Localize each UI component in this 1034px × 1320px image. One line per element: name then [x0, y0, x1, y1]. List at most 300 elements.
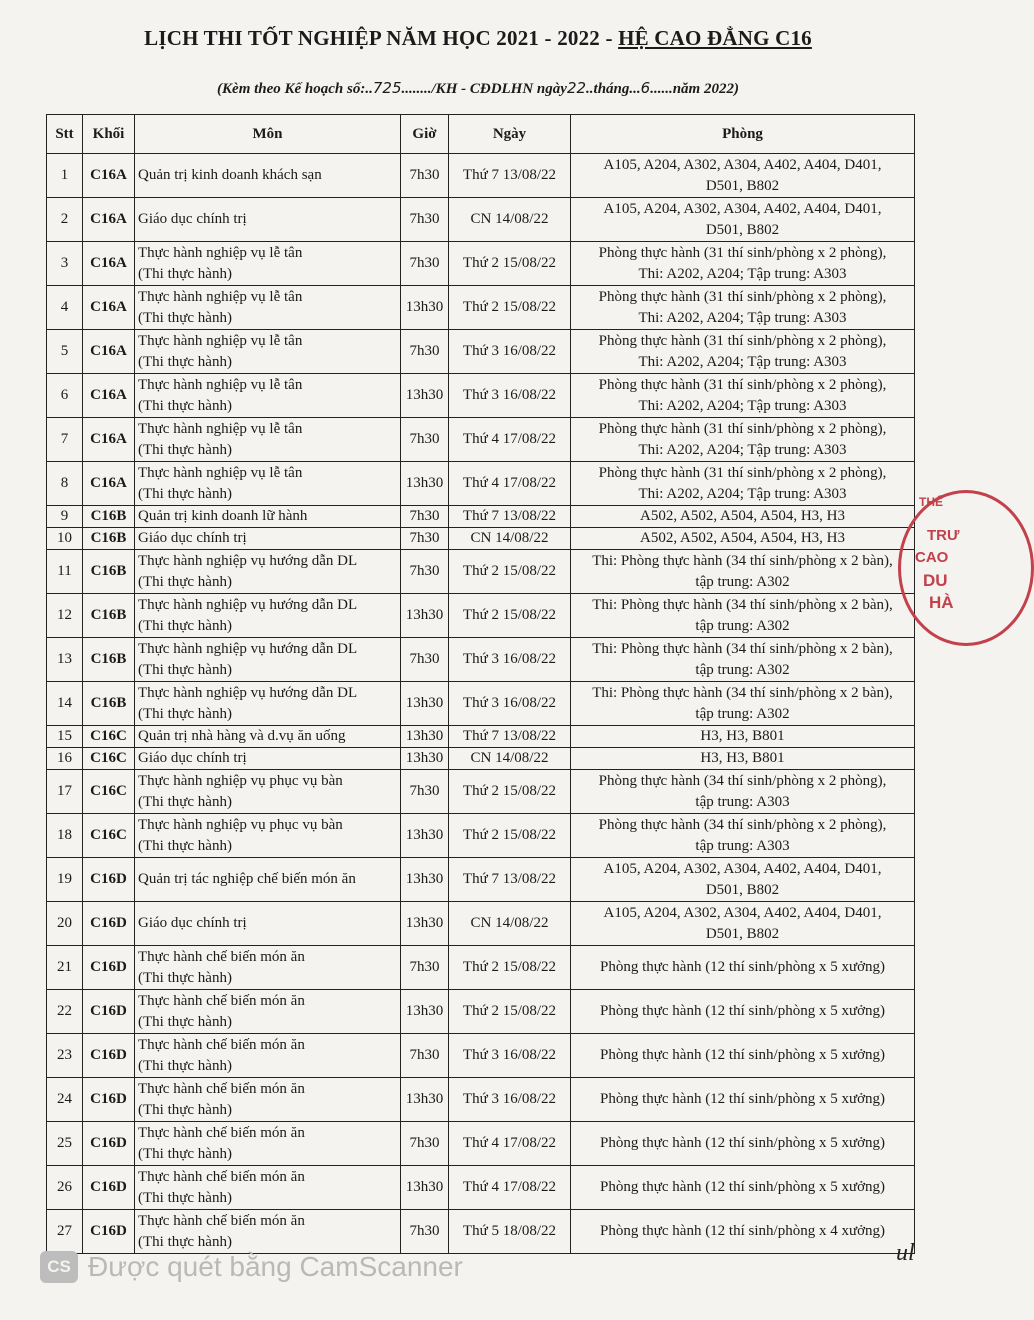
cell-mon — [135, 242, 401, 286]
cell-phong-line: Thi: A202, A204; Tập trung: A303 — [638, 353, 847, 370]
cell-phong-line: Phòng thực hành (12 thí sinh/phòng x 5 xưởng) — [599, 1135, 885, 1151]
cell-gio: 13h30 — [401, 594, 449, 638]
cell-ngay: Thứ 2 15/08/22 — [449, 286, 571, 330]
cell-stt: 20 — [47, 902, 83, 946]
cell-mon — [135, 1210, 401, 1254]
cell-ngay: Thứ 7 13/08/22 — [449, 726, 571, 748]
cell-stt: 6 — [47, 374, 83, 418]
cell-mon-line: Thực hành nghiệp vụ phục vụ bàn — [138, 816, 343, 833]
scanner-watermark — [40, 1250, 463, 1284]
cell-phong-line: tập trung: A302 — [695, 661, 790, 678]
table-row — [47, 286, 915, 330]
cell-mon — [135, 330, 401, 374]
cell-khoi: C16D — [83, 946, 135, 990]
cell-khoi: C16A — [83, 154, 135, 198]
plan-month: 6 — [640, 79, 651, 97]
cell-mon-line: Thực hành chế biến món ăn — [138, 1124, 305, 1141]
cell-phong-line: Thi: A202, A204; Tập trung: A303 — [638, 485, 847, 502]
subtitle-part-b: ......../KH - CĐDLHN ngày — [401, 81, 567, 97]
cell-mon-line: Thực hành chế biến món ăn — [138, 948, 305, 965]
cell-ngay: Thứ 3 16/08/22 — [449, 1078, 571, 1122]
table-row — [47, 154, 915, 198]
cell-stt: 16 — [47, 748, 83, 770]
subtitle-part-d: ......năm 2022) — [650, 81, 739, 97]
cell-ngay: Thứ 3 16/08/22 — [449, 638, 571, 682]
col-header-gio: Giờ — [401, 115, 449, 154]
cell-stt: 25 — [47, 1122, 83, 1166]
cell-ngay: Thứ 4 17/08/22 — [449, 462, 571, 506]
cell-phong — [571, 462, 915, 506]
cell-gio: 13h30 — [401, 902, 449, 946]
cell-khoi: C16C — [83, 748, 135, 770]
cell-phong-line: Phòng thực hành (34 thí sinh/phòng x 2 phòng), — [598, 816, 887, 833]
cell-mon-line: Thực hành chế biến món ăn — [138, 1168, 305, 1185]
table-row — [47, 814, 915, 858]
cell-mon — [135, 374, 401, 418]
cell-phong — [571, 594, 915, 638]
cell-ngay: Thứ 7 13/08/22 — [449, 506, 571, 528]
cell-mon-line: Thực hành nghiệp vụ hướng dẫn DL — [138, 596, 358, 613]
cell-phong — [571, 1078, 915, 1122]
cell-gio: 7h30 — [401, 154, 449, 198]
cell-mon-line: (Thi thực hành) — [138, 1233, 232, 1250]
table-row — [47, 374, 915, 418]
cell-khoi: C16A — [83, 462, 135, 506]
table-row — [47, 330, 915, 374]
cell-phong-line: Thi: A202, A204; Tập trung: A303 — [638, 265, 847, 282]
stamp-text-4: DU — [923, 571, 948, 590]
cell-ngay: CN 14/08/22 — [449, 198, 571, 242]
cell-khoi: C16A — [83, 286, 135, 330]
cell-mon-line: (Thi thực hành) — [138, 1189, 232, 1206]
cell-khoi: C16D — [83, 1078, 135, 1122]
table-row — [47, 682, 915, 726]
subtitle-part-a: (Kèm theo Kế hoạch số:.. — [217, 81, 373, 97]
cell-stt: 3 — [47, 242, 83, 286]
cell-phong — [571, 330, 915, 374]
cell-phong — [571, 902, 915, 946]
table-row — [47, 1210, 915, 1254]
cell-mon — [135, 990, 401, 1034]
cell-mon — [135, 902, 401, 946]
cell-khoi: C16D — [83, 902, 135, 946]
stamp-text-3: CAO — [915, 549, 949, 566]
cell-khoi: C16D — [83, 1166, 135, 1210]
cell-stt: 23 — [47, 1034, 83, 1078]
scanner-text: Được quét bằng CamScanner — [88, 1251, 463, 1282]
cell-phong — [571, 726, 915, 748]
cell-phong-line: Phòng thực hành (31 thí sinh/phòng x 2 phòng), — [598, 464, 887, 481]
cell-phong-line: Thi: A202, A204; Tập trung: A303 — [638, 309, 847, 326]
cell-mon-line: (Thi thực hành) — [138, 837, 232, 854]
table-row — [47, 418, 915, 462]
signature-mark: ul — [896, 1240, 915, 1266]
cell-mon — [135, 286, 401, 330]
cell-stt: 9 — [47, 506, 83, 528]
stamp-text-2: TRƯ — [927, 527, 960, 544]
cell-ngay: Thứ 2 15/08/22 — [449, 594, 571, 638]
cell-mon-line: Quản trị nhà hàng và d.vụ ăn uống — [138, 728, 346, 744]
cell-gio: 13h30 — [401, 858, 449, 902]
cell-stt: 7 — [47, 418, 83, 462]
cell-mon-line: Thực hành nghiệp vụ lễ tân — [138, 244, 303, 261]
cell-mon-line: (Thi thực hành) — [138, 485, 232, 502]
cell-mon-line: Thực hành nghiệp vụ hướng dẫn DL — [138, 684, 358, 701]
cell-gio: 13h30 — [401, 814, 449, 858]
cell-stt: 1 — [47, 154, 83, 198]
cell-khoi: C16B — [83, 550, 135, 594]
cell-khoi: C16B — [83, 594, 135, 638]
plan-number: 725 — [372, 79, 402, 97]
title-program: HỆ CAO ĐẲNG C16 — [618, 26, 812, 50]
cell-mon — [135, 506, 401, 528]
cell-phong-line: Phòng thực hành (31 thí sinh/phòng x 2 phòng), — [598, 376, 887, 393]
cell-mon — [135, 814, 401, 858]
cell-phong — [571, 814, 915, 858]
cell-mon — [135, 638, 401, 682]
cell-khoi: C16A — [83, 330, 135, 374]
cell-ngay: Thứ 3 16/08/22 — [449, 330, 571, 374]
cell-mon-line: (Thi thực hành) — [138, 1145, 232, 1162]
cell-mon-line: Giáo dục chính trị — [138, 915, 247, 931]
col-header-stt: Stt — [47, 115, 83, 154]
cell-mon-line: Thực hành nghiệp vụ phục vụ bàn — [138, 772, 343, 789]
cell-phong-line: H3, H3, B801 — [700, 728, 785, 744]
table-row — [47, 770, 915, 814]
cell-mon — [135, 198, 401, 242]
cell-mon-line: (Thi thực hành) — [138, 573, 232, 590]
subtitle-part-c: ..tháng... — [586, 81, 641, 97]
cell-ngay: Thứ 7 13/08/22 — [449, 154, 571, 198]
cell-stt: 21 — [47, 946, 83, 990]
cell-mon — [135, 748, 401, 770]
cell-gio: 7h30 — [401, 330, 449, 374]
cell-khoi: C16B — [83, 528, 135, 550]
table-row — [47, 946, 915, 990]
cell-mon-line: Thực hành chế biến món ăn — [138, 1080, 305, 1097]
cell-mon-line: Quản trị kinh doanh khách sạn — [138, 167, 322, 183]
table-row — [47, 902, 915, 946]
cell-mon — [135, 858, 401, 902]
cell-mon — [135, 946, 401, 990]
cell-mon-line: Quản trị tác nghiệp chế biến món ăn — [138, 871, 356, 887]
cell-mon-line: (Thi thực hành) — [138, 353, 232, 370]
cell-phong-line: Thi: A202, A204; Tập trung: A303 — [638, 397, 847, 414]
table-row — [47, 528, 915, 550]
cell-gio: 13h30 — [401, 748, 449, 770]
cell-khoi: C16B — [83, 638, 135, 682]
cell-gio: 7h30 — [401, 418, 449, 462]
cell-phong — [571, 550, 915, 594]
cell-khoi: C16D — [83, 990, 135, 1034]
cell-ngay: Thứ 3 16/08/22 — [449, 1034, 571, 1078]
cell-ngay: Thứ 3 16/08/22 — [449, 682, 571, 726]
cell-mon-line: Thực hành nghiệp vụ lễ tân — [138, 376, 303, 393]
cell-phong-line: tập trung: A303 — [695, 793, 790, 810]
camscanner-logo-icon: CS — [40, 1251, 78, 1283]
cell-phong — [571, 858, 915, 902]
cell-phong-line: A105, A204, A302, A304, A402, A404, D401, — [603, 200, 882, 217]
cell-mon-line: (Thi thực hành) — [138, 793, 232, 810]
cell-phong — [571, 990, 915, 1034]
cell-mon-line: (Thi thực hành) — [138, 1013, 232, 1030]
cell-phong-line: Phòng thực hành (31 thí sinh/phòng x 2 phòng), — [598, 288, 887, 305]
cell-mon-line: (Thi thực hành) — [138, 397, 232, 414]
cell-phong — [571, 1034, 915, 1078]
cell-gio: 7h30 — [401, 528, 449, 550]
cell-khoi: C16B — [83, 506, 135, 528]
cell-phong-line: Phòng thực hành (31 thí sinh/phòng x 2 phòng), — [598, 332, 887, 349]
cell-mon-line: Thực hành nghiệp vụ lễ tân — [138, 332, 303, 349]
cell-phong-line: A105, A204, A302, A304, A402, A404, D401, — [603, 904, 882, 921]
cell-gio: 7h30 — [401, 1122, 449, 1166]
cell-phong — [571, 374, 915, 418]
cell-phong-line: A105, A204, A302, A304, A402, A404, D401, — [603, 156, 882, 173]
cell-gio: 7h30 — [401, 946, 449, 990]
cell-khoi: C16B — [83, 682, 135, 726]
cell-gio: 13h30 — [401, 1166, 449, 1210]
cell-mon-line: Thực hành chế biến món ăn — [138, 1212, 305, 1229]
col-header-ngay: Ngày — [449, 115, 571, 154]
cell-phong — [571, 198, 915, 242]
cell-gio: 13h30 — [401, 374, 449, 418]
cell-gio: 7h30 — [401, 770, 449, 814]
cell-phong-line: H3, H3, B801 — [700, 750, 785, 766]
cell-phong-line: Thi: Phòng thực hành (34 thí sinh/phòng x 2 bàn), — [592, 640, 893, 657]
cell-stt: 10 — [47, 528, 83, 550]
cell-mon-line: (Thi thực hành) — [138, 705, 232, 722]
cell-mon-line: (Thi thực hành) — [138, 1057, 232, 1074]
cell-mon — [135, 594, 401, 638]
document-title — [0, 26, 956, 51]
cell-mon-line: Thực hành nghiệp vụ hướng dẫn DL — [138, 552, 358, 569]
cell-khoi: C16C — [83, 814, 135, 858]
cell-mon-line: Quản trị kinh doanh lữ hành — [138, 508, 308, 524]
col-header-khoi: Khối — [83, 115, 135, 154]
cell-phong-line: Phòng thực hành (12 thí sinh/phòng x 5 xưởng) — [599, 1047, 885, 1063]
cell-mon — [135, 1034, 401, 1078]
cell-gio: 7h30 — [401, 1034, 449, 1078]
cell-phong-line: Thi: Phòng thực hành (34 thí sinh/phòng x 2 bàn), — [592, 684, 893, 701]
cell-mon — [135, 528, 401, 550]
cell-khoi: C16A — [83, 418, 135, 462]
cell-stt: 24 — [47, 1078, 83, 1122]
cell-khoi: C16D — [83, 1034, 135, 1078]
cell-phong-line: tập trung: A302 — [695, 705, 790, 722]
cell-gio: 13h30 — [401, 990, 449, 1034]
cell-phong-line: A502, A502, A504, A504, H3, H3 — [639, 508, 845, 524]
cell-phong-line: Thi: Phòng thực hành (34 thí sinh/phòng x 2 bàn), — [592, 596, 893, 613]
cell-gio: 7h30 — [401, 198, 449, 242]
cell-gio: 13h30 — [401, 286, 449, 330]
official-stamp — [898, 490, 1034, 646]
cell-stt: 17 — [47, 770, 83, 814]
cell-mon — [135, 550, 401, 594]
cell-stt: 26 — [47, 1166, 83, 1210]
cell-stt: 5 — [47, 330, 83, 374]
cell-phong — [571, 748, 915, 770]
col-header-phong: Phòng — [571, 115, 915, 154]
cell-khoi: C16C — [83, 726, 135, 748]
cell-mon-line: Giáo dục chính trị — [138, 211, 247, 227]
cell-mon — [135, 682, 401, 726]
cell-phong — [571, 1166, 915, 1210]
cell-mon-line: Thực hành nghiệp vụ lễ tân — [138, 420, 303, 437]
cell-ngay: CN 14/08/22 — [449, 902, 571, 946]
cell-mon — [135, 1166, 401, 1210]
cell-mon-line: Giáo dục chính trị — [138, 530, 247, 546]
cell-stt: 2 — [47, 198, 83, 242]
cell-phong — [571, 1210, 915, 1254]
table-row — [47, 858, 915, 902]
cell-mon — [135, 462, 401, 506]
cell-stt: 19 — [47, 858, 83, 902]
stamp-text-5: HÀ — [929, 593, 954, 612]
cell-phong — [571, 946, 915, 990]
cell-phong — [571, 286, 915, 330]
cell-mon-line: (Thi thực hành) — [138, 309, 232, 326]
cell-stt: 18 — [47, 814, 83, 858]
cell-mon-line: (Thi thực hành) — [138, 441, 232, 458]
cell-mon-line: Giáo dục chính trị — [138, 750, 247, 766]
cell-gio: 7h30 — [401, 1210, 449, 1254]
cell-phong-line: Phòng thực hành (31 thí sinh/phòng x 2 phòng), — [598, 420, 887, 437]
cell-phong — [571, 770, 915, 814]
cell-mon-line: (Thi thực hành) — [138, 265, 232, 282]
cell-phong — [571, 418, 915, 462]
stamp-text-1: THỂ — [919, 495, 943, 509]
cell-phong — [571, 242, 915, 286]
cell-phong — [571, 154, 915, 198]
table-row — [47, 242, 915, 286]
cell-gio: 7h30 — [401, 550, 449, 594]
table-row — [47, 1122, 915, 1166]
table-row — [47, 748, 915, 770]
cell-khoi: C16D — [83, 858, 135, 902]
cell-phong-line: tập trung: A302 — [695, 617, 790, 634]
cell-gio: 13h30 — [401, 1078, 449, 1122]
table-body — [47, 154, 915, 1254]
cell-phong — [571, 506, 915, 528]
cell-phong-line: tập trung: A302 — [695, 573, 790, 590]
cell-stt: 11 — [47, 550, 83, 594]
cell-phong-line: tập trung: A303 — [695, 837, 790, 854]
cell-stt: 27 — [47, 1210, 83, 1254]
cell-mon-line: (Thi thực hành) — [138, 1101, 232, 1118]
cell-ngay: Thứ 7 13/08/22 — [449, 858, 571, 902]
cell-gio: 13h30 — [401, 682, 449, 726]
cell-mon-line: Thực hành nghiệp vụ lễ tân — [138, 288, 303, 305]
cell-phong-line: Thi: A202, A204; Tập trung: A303 — [638, 441, 847, 458]
cell-mon-line: Thực hành nghiệp vụ lễ tân — [138, 464, 303, 481]
cell-mon — [135, 418, 401, 462]
table-row — [47, 462, 915, 506]
cell-khoi: C16D — [83, 1122, 135, 1166]
cell-gio: 7h30 — [401, 506, 449, 528]
cell-ngay: Thứ 2 15/08/22 — [449, 242, 571, 286]
cell-khoi: C16A — [83, 374, 135, 418]
cell-mon-line: (Thi thực hành) — [138, 661, 232, 678]
table-row — [47, 990, 915, 1034]
col-header-mon: Môn — [135, 115, 401, 154]
cell-ngay: Thứ 2 15/08/22 — [449, 946, 571, 990]
cell-ngay: Thứ 2 15/08/22 — [449, 814, 571, 858]
cell-phong-line: Phòng thực hành (31 thí sinh/phòng x 2 phòng), — [598, 244, 887, 261]
plan-day: 22 — [566, 79, 587, 97]
table-row — [47, 1166, 915, 1210]
cell-mon-line: (Thi thực hành) — [138, 617, 232, 634]
cell-mon — [135, 726, 401, 748]
cell-phong-line: Phòng thực hành (12 thí sinh/phòng x 5 xưởng) — [599, 1003, 885, 1019]
table-row — [47, 198, 915, 242]
cell-gio: 7h30 — [401, 242, 449, 286]
cell-ngay: Thứ 4 17/08/22 — [449, 418, 571, 462]
cell-mon-line: (Thi thực hành) — [138, 969, 232, 986]
cell-ngay: Thứ 2 15/08/22 — [449, 990, 571, 1034]
cell-mon — [135, 1122, 401, 1166]
exam-schedule-table — [46, 114, 915, 1254]
cell-phong — [571, 638, 915, 682]
cell-phong-line: D501, B802 — [705, 221, 780, 238]
cell-phong-line: Phòng thực hành (12 thí sinh/phòng x 5 xưởng) — [599, 959, 885, 975]
cell-stt: 8 — [47, 462, 83, 506]
cell-phong-line: Phòng thực hành (12 thí sinh/phòng x 5 xưởng) — [599, 1091, 885, 1107]
cell-phong-line: D501, B802 — [705, 925, 780, 942]
cell-khoi: C16C — [83, 770, 135, 814]
cell-stt: 15 — [47, 726, 83, 748]
cell-ngay: CN 14/08/22 — [449, 748, 571, 770]
cell-phong-line: D501, B802 — [705, 177, 780, 194]
cell-phong-line: Phòng thực hành (12 thí sinh/phòng x 4 xưởng) — [599, 1223, 885, 1239]
cell-phong — [571, 528, 915, 550]
cell-stt: 4 — [47, 286, 83, 330]
table-row — [47, 1078, 915, 1122]
cell-gio: 7h30 — [401, 638, 449, 682]
document-subtitle — [0, 79, 956, 98]
cell-phong-line: A105, A204, A302, A304, A402, A404, D401, — [603, 860, 882, 877]
cell-phong — [571, 682, 915, 726]
table-row — [47, 726, 915, 748]
table-row — [47, 1034, 915, 1078]
table-header-row — [47, 115, 915, 154]
cell-mon-line: Thực hành chế biến món ăn — [138, 1036, 305, 1053]
cell-phong-line: A502, A502, A504, A504, H3, H3 — [639, 530, 845, 546]
table-row — [47, 594, 915, 638]
cell-khoi: C16A — [83, 242, 135, 286]
cell-phong-line: Phòng thực hành (12 thí sinh/phòng x 5 xưởng) — [599, 1179, 885, 1195]
cell-ngay: Thứ 3 16/08/22 — [449, 374, 571, 418]
cell-ngay: Thứ 4 17/08/22 — [449, 1122, 571, 1166]
table-row — [47, 550, 915, 594]
cell-stt: 14 — [47, 682, 83, 726]
cell-ngay: CN 14/08/22 — [449, 528, 571, 550]
table-row — [47, 506, 915, 528]
cell-phong — [571, 1122, 915, 1166]
cell-phong-line: Phòng thực hành (34 thí sinh/phòng x 2 phòng), — [598, 772, 887, 789]
cell-stt: 13 — [47, 638, 83, 682]
cell-ngay: Thứ 2 15/08/22 — [449, 550, 571, 594]
cell-stt: 12 — [47, 594, 83, 638]
cell-stt: 22 — [47, 990, 83, 1034]
cell-mon-line: Thực hành nghiệp vụ hướng dẫn DL — [138, 640, 358, 657]
cell-phong-line: Thi: Phòng thực hành (34 thí sinh/phòng x 2 bàn), — [592, 552, 893, 569]
cell-khoi: C16D — [83, 1210, 135, 1254]
cell-mon — [135, 154, 401, 198]
table-row — [47, 638, 915, 682]
cell-gio: 13h30 — [401, 462, 449, 506]
cell-ngay: Thứ 4 17/08/22 — [449, 1166, 571, 1210]
cell-khoi: C16A — [83, 198, 135, 242]
